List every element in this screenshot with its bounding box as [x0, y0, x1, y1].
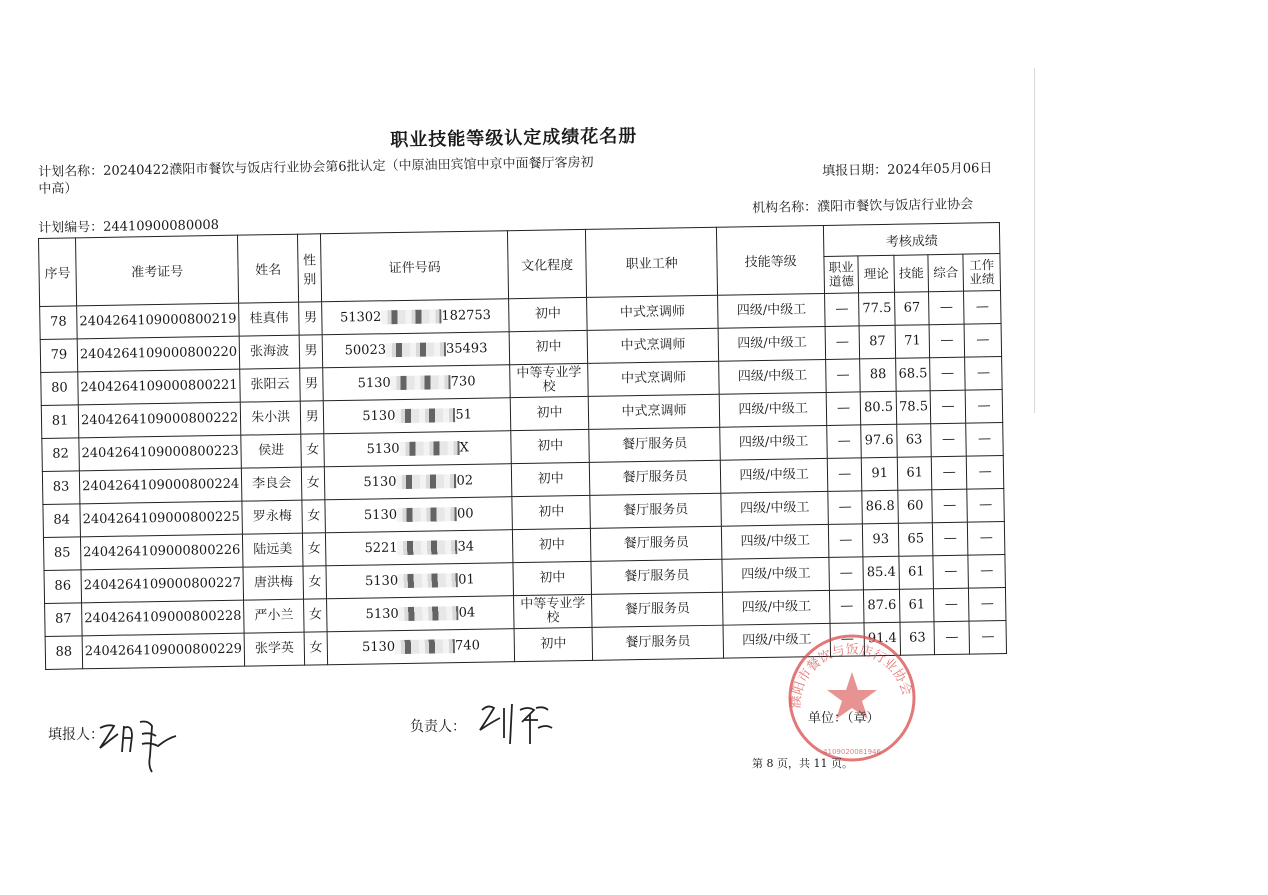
id-prefix: 5130	[362, 408, 396, 424]
cell-level: 四级/中级工	[723, 590, 831, 625]
cell-seq: 85	[43, 537, 81, 571]
cell-ethics: —	[828, 491, 863, 525]
cell-seq: 88	[45, 636, 83, 670]
cell-occupation: 餐厅服务员	[592, 625, 724, 660]
header-occupation: 职业工种	[586, 227, 718, 297]
cell-skill: 61	[900, 589, 935, 623]
cell-level: 四级/中级工	[718, 293, 826, 328]
header-exam-no: 准考证号	[76, 235, 239, 306]
id-prefix: 50023	[344, 342, 387, 359]
plan-name: 计划名称：20240422濮阳市餐饮与饭店行业协会第6批认定（中原油田宾馆中京中面餐厅客房初中高）	[38, 155, 594, 197]
cell-name: 张阳云	[240, 368, 301, 402]
cell-education: 初中	[512, 495, 591, 529]
cell-theory: 91	[861, 457, 898, 491]
cell-overall: —	[930, 357, 966, 391]
header-overall: 综合	[928, 254, 964, 292]
cell-theory: 86.8	[862, 490, 899, 524]
cell-skill: 65	[899, 523, 934, 557]
header-scores-group: 考核成绩	[824, 223, 1000, 257]
cell-level: 四级/中级工	[718, 326, 826, 361]
cell-work: —	[966, 423, 1004, 457]
cell-occupation: 餐厅服务员	[589, 427, 721, 462]
organization-seal-icon	[772, 630, 932, 766]
cell-occupation: 中式烹调师	[588, 394, 720, 429]
cell-gender: 男	[299, 335, 323, 368]
cell-gender: 女	[304, 632, 328, 665]
cell-occupation: 餐厅服务员	[591, 526, 723, 561]
cell-occupation: 餐厅服务员	[591, 559, 723, 594]
id-redaction	[395, 639, 455, 654]
cell-skill: 60	[898, 490, 933, 524]
cell-seq: 84	[43, 504, 81, 538]
cell-exam-no: 2404264109000800222	[78, 402, 241, 438]
cell-theory: 80.5	[860, 391, 897, 425]
header-work: 工作业绩	[963, 254, 1001, 292]
id-redaction	[397, 540, 457, 555]
cell-level: 四级/中级工	[719, 392, 827, 427]
cell-level: 四级/中级工	[722, 557, 830, 592]
seal-text: 濮阳市餐饮与饭店行业协会	[788, 642, 914, 709]
cell-work: —	[967, 522, 1005, 556]
page-info: 第 8 页，共 11 页。	[752, 757, 853, 770]
cell-id-no	[324, 464, 512, 500]
cell-ethics: —	[826, 359, 861, 393]
cell-seq: 86	[44, 570, 82, 604]
cell-occupation: 中式烹调师	[587, 328, 719, 363]
cell-seq: 82	[42, 438, 80, 472]
cell-education: 初中	[511, 429, 590, 463]
cell-name: 罗永梅	[242, 500, 303, 534]
cell-overall: —	[932, 489, 968, 523]
cell-name: 唐洪梅	[243, 566, 304, 600]
plan-number: 计划编号：24410900080008	[38, 217, 220, 236]
id-suffix: 02	[456, 473, 474, 489]
cell-occupation: 餐厅服务员	[592, 592, 724, 627]
cell-name: 李良会	[242, 467, 303, 501]
id-suffix: 51	[455, 407, 473, 423]
score-table	[38, 222, 1007, 670]
header-education: 文化程度	[508, 229, 587, 298]
cell-theory: 91.4	[864, 622, 901, 656]
cell-ethics: —	[826, 392, 861, 426]
cell-work: —	[964, 291, 1002, 325]
cell-id-no	[325, 497, 513, 533]
cell-work: —	[968, 555, 1006, 589]
cell-seq: 80	[41, 372, 79, 406]
id-redaction	[395, 408, 455, 423]
cell-id-no	[322, 332, 510, 368]
fill-date: 填报日期：2024年05月06日	[822, 161, 993, 179]
cell-level: 四级/中级工	[719, 359, 827, 394]
id-prefix: 5130	[363, 474, 397, 490]
cell-id-no	[327, 629, 515, 665]
cell-gender: 女	[303, 566, 327, 599]
cell-skill: 68.5	[896, 358, 931, 392]
leader-label: 负责人：	[410, 719, 466, 735]
cell-work: —	[966, 456, 1004, 490]
id-suffix: 740	[454, 637, 481, 654]
cell-education: 中等专业学校	[514, 594, 593, 628]
cell-ethics: —	[825, 326, 860, 360]
cell-overall: —	[930, 390, 966, 424]
cell-id-no	[323, 365, 511, 401]
cell-work: —	[969, 588, 1007, 622]
cell-work: —	[969, 621, 1007, 655]
score-table-wrapper	[38, 222, 1007, 670]
cell-gender: 女	[302, 500, 326, 533]
cell-name: 侯进	[241, 434, 302, 468]
cell-ethics: —	[827, 458, 862, 492]
header-theory: 理论	[858, 255, 895, 293]
cell-exam-no: 2404264109000800224	[79, 468, 242, 504]
table-body	[40, 291, 1007, 670]
cell-ethics: —	[829, 524, 864, 558]
filler-label: 填报人：	[48, 727, 104, 743]
cell-level: 四级/中级工	[722, 524, 830, 559]
id-prefix: 5130	[365, 606, 399, 622]
cell-gender: 女	[301, 467, 325, 500]
cell-level: 四级/中级工	[721, 491, 829, 526]
cell-overall: —	[934, 588, 970, 622]
cell-occupation: 餐厅服务员	[589, 460, 721, 495]
id-suffix: 35493	[445, 340, 488, 357]
cell-work: —	[964, 324, 1002, 358]
filler-signature-icon	[96, 716, 186, 774]
cell-overall: —	[932, 522, 968, 556]
id-prefix: 5130	[363, 507, 398, 523]
id-redaction	[399, 441, 459, 456]
cell-exam-no: 2404264109000800226	[80, 534, 243, 570]
cell-education: 初中	[509, 330, 588, 364]
cell-seq: 79	[40, 339, 78, 373]
cell-gender: 男	[300, 368, 324, 401]
leader-signature-icon	[478, 700, 558, 748]
cell-seq: 78	[40, 306, 78, 340]
cell-id-no	[326, 563, 514, 599]
cell-id-no	[324, 431, 512, 467]
cell-exam-no: 2404264109000800219	[77, 303, 240, 339]
cell-exam-no: 2404264109000800221	[78, 369, 241, 405]
id-redaction	[397, 507, 457, 522]
cell-gender: 女	[303, 533, 327, 566]
id-suffix: 34	[457, 539, 475, 555]
id-prefix: 5221	[364, 540, 398, 556]
cell-overall: —	[933, 555, 969, 589]
cell-exam-no: 2404264109000800227	[81, 567, 244, 603]
cell-exam-no: 2404264109000800223	[79, 435, 242, 471]
cell-overall: —	[929, 291, 965, 325]
cell-theory: 87	[859, 325, 896, 359]
cell-seq: 87	[45, 603, 83, 637]
id-redaction	[399, 606, 459, 621]
cell-work: —	[967, 489, 1005, 523]
id-prefix: 5130	[364, 573, 399, 589]
cell-theory: 88	[860, 358, 897, 392]
header-id-no: 证件号码	[321, 231, 509, 302]
cell-overall: —	[931, 456, 967, 490]
document-title: 职业技能等级认定成绩花名册	[390, 125, 638, 151]
cell-level: 四级/中级工	[720, 458, 828, 493]
id-suffix: 04	[458, 605, 476, 621]
id-suffix: 01	[458, 572, 475, 588]
cell-skill: 78.5	[896, 391, 931, 425]
cell-ethics: —	[825, 293, 860, 327]
id-prefix: 5130	[357, 375, 391, 391]
header-ethics: 职业道德	[824, 256, 859, 294]
cell-gender: 男	[300, 401, 324, 434]
cell-occupation: 餐厅服务员	[590, 493, 722, 528]
cell-skill: 63	[900, 622, 935, 656]
cell-gender: 女	[304, 599, 328, 632]
id-prefix: 51302	[339, 309, 382, 326]
cell-education: 初中	[510, 396, 589, 430]
cell-occupation: 中式烹调师	[587, 295, 719, 330]
cell-seq: 81	[41, 405, 79, 439]
id-suffix: 182753	[441, 307, 492, 324]
cell-skill: 71	[895, 325, 930, 359]
cell-education: 初中	[514, 627, 593, 661]
seal-number: 4109020081946	[823, 748, 881, 756]
cell-ethics: —	[829, 557, 864, 591]
cell-occupation: 中式烹调师	[588, 361, 720, 396]
organization-name: 机构名称：濮阳市餐饮与饭店行业协会	[752, 197, 974, 216]
cell-id-no	[327, 596, 515, 632]
cell-seq: 83	[42, 471, 80, 505]
scan-edge-divider	[1034, 68, 1035, 413]
cell-theory: 85.4	[863, 556, 900, 590]
id-redaction	[396, 474, 456, 489]
cell-skill: 63	[897, 424, 932, 458]
cell-name: 陆远美	[243, 533, 304, 567]
cell-overall: —	[931, 423, 967, 457]
cell-theory: 93	[863, 523, 900, 557]
cell-skill: 67	[895, 292, 930, 326]
cell-education: 初中	[513, 528, 592, 562]
cell-ethics: —	[827, 425, 862, 459]
cell-theory: 77.5	[859, 292, 896, 326]
id-suffix: 00	[456, 506, 474, 522]
cell-name: 严小兰	[244, 599, 305, 633]
cell-exam-no: 2404264109000800225	[80, 501, 243, 537]
header-gender: 性别	[298, 234, 322, 302]
id-prefix: 5130	[361, 639, 396, 655]
header-skill: 技能	[894, 255, 929, 293]
id-redaction	[391, 375, 451, 390]
cell-theory: 97.6	[861, 424, 898, 458]
id-suffix: 730	[450, 374, 476, 390]
cell-work: —	[965, 390, 1003, 424]
cell-name: 张海波	[239, 335, 300, 369]
id-redaction	[381, 309, 441, 324]
id-redaction	[386, 342, 446, 357]
id-prefix: 5130	[366, 441, 400, 457]
header-level: 技能等级	[717, 225, 825, 295]
unit-label: 单位：（章）	[808, 711, 880, 726]
id-suffix: X	[459, 440, 469, 456]
cell-id-no	[322, 299, 510, 335]
cell-education: 中等专业学校	[510, 363, 589, 397]
cell-skill: 61	[897, 457, 932, 491]
cell-skill: 61	[899, 556, 934, 590]
cell-overall: —	[929, 324, 965, 358]
cell-education: 初中	[509, 297, 588, 331]
cell-gender: 女	[301, 434, 325, 467]
cell-exam-no: 2404264109000800228	[82, 600, 245, 636]
cell-exam-no: 2404264109000800229	[82, 633, 245, 669]
cell-theory: 87.6	[864, 589, 901, 623]
cell-name: 朱小洪	[240, 401, 301, 435]
cell-overall: —	[934, 621, 970, 655]
cell-work: —	[965, 357, 1003, 391]
cell-level: 四级/中级工	[720, 425, 828, 460]
cell-ethics: —	[830, 590, 865, 624]
cell-name: 桂真伟	[239, 302, 300, 336]
header-seq: 序号	[39, 238, 77, 307]
cell-level: 四级/中级工	[723, 623, 831, 658]
cell-education: 初中	[513, 561, 592, 595]
cell-education: 初中	[511, 462, 590, 496]
cell-id-no	[323, 398, 511, 434]
cell-exam-no: 2404264109000800220	[77, 336, 240, 372]
cell-gender: 男	[299, 302, 323, 335]
cell-id-no	[326, 530, 514, 566]
cell-ethics: —	[830, 623, 865, 657]
id-redaction	[398, 573, 458, 588]
cell-name: 张学英	[244, 632, 305, 666]
header-name: 姓名	[238, 234, 299, 303]
